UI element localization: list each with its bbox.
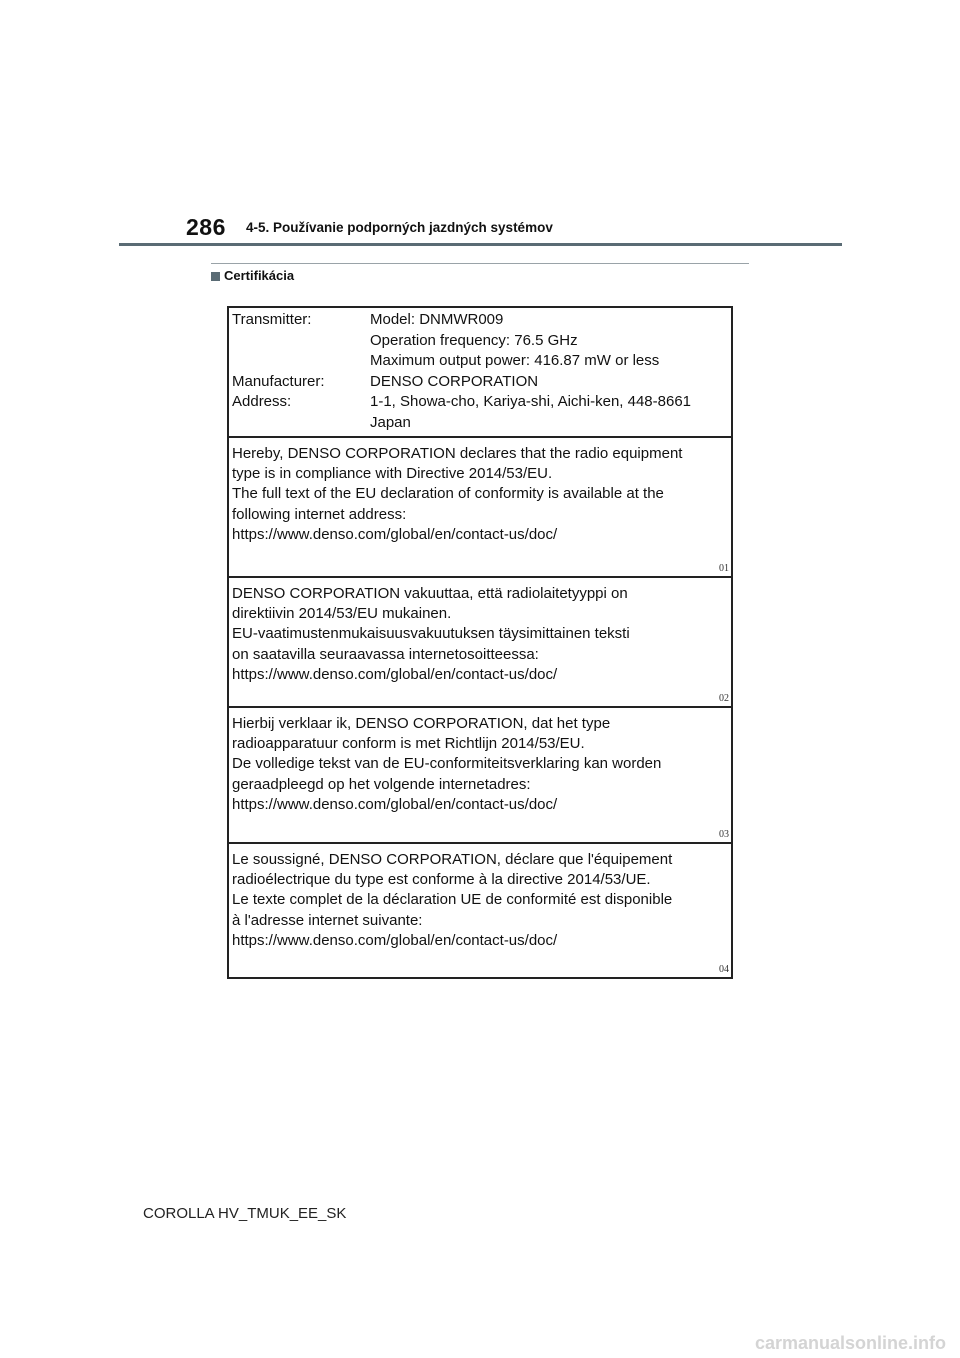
certificate-box: [227, 306, 733, 979]
declaration-french: [229, 842, 731, 977]
declaration-code: 03: [719, 829, 729, 840]
declaration-line: type is in compliance with Directive 2014/53/EU.: [232, 465, 553, 483]
transmitter-value: 1-1, Showa-cho, Kariya-shi, Aichi-ken, 448-8661: [370, 393, 692, 410]
transmitter-value: Operation frequency: 76.5 GHz: [370, 331, 578, 349]
declaration-line: à l'adresse internet suivante:: [232, 911, 423, 929]
declaration-line: Le soussigné, DENSO CORPORATION, déclare que l'équipement: [232, 851, 673, 868]
chapter-title: 4-5. Používanie podporných jazdných systémov: [246, 220, 553, 235]
watermark-link[interactable]: carmanualsonline.info: [754, 1333, 946, 1353]
transmitter-label: Transmitter:: [232, 311, 312, 328]
square-bullet-icon: [211, 272, 220, 281]
section-heading: [211, 268, 294, 283]
declaration-url: https://www.denso.com/global/en/contact-us/doc/: [232, 931, 558, 949]
header-rule: [119, 243, 842, 246]
transmitter-label: Manufacturer:: [232, 372, 325, 390]
transmitter-label: Address:: [232, 393, 292, 410]
declaration-line: radioélectrique du type est conforme à la directive 2014/53/UE.: [232, 871, 651, 889]
declaration-line: radioapparatuur conform is met Richtlijn 2014/53/EU.: [232, 735, 585, 753]
page-number: 286: [186, 214, 226, 240]
transmitter-value: DENSO CORPORATION: [370, 372, 539, 390]
declaration-line: De volledige tekst van de EU-conformiteitsverklaring kan worden: [232, 755, 662, 773]
footer-model-code: COROLLA HV_TMUK_EE_SK: [143, 1205, 347, 1222]
declaration-line: Hierbij verklaar ik, DENSO CORPORATION, dat het type: [232, 715, 611, 732]
transmitter-value: Maximum output power: 416.87 mW or less: [370, 352, 660, 369]
declaration-dutch: [229, 706, 731, 842]
declaration-code: 01: [719, 563, 729, 574]
declaration-url: https://www.denso.com/global/en/contact-us/doc/: [232, 665, 558, 683]
declaration-line: Le texte complet de la déclaration UE de conformité est disponible: [232, 891, 673, 909]
declaration-line: EU-vaatimustenmukaisuusvakuutuksen täysimittainen teksti: [232, 625, 630, 643]
declaration-line: DENSO CORPORATION vakuuttaa, että radiolaitetyyppi on: [232, 585, 628, 602]
transmitter-section: [229, 308, 731, 436]
transmitter-value: Japan: [370, 413, 411, 431]
declaration-finnish: [229, 576, 731, 706]
declaration-code: 02: [719, 693, 729, 704]
declaration-line: Hereby, DENSO CORPORATION declares that the radio equipment: [232, 445, 683, 462]
declaration-line: The full text of the EU declaration of conformity is available at the: [232, 485, 664, 503]
declaration-line: following internet address:: [232, 505, 407, 523]
transmitter-value: Model: DNMWR009: [370, 311, 504, 328]
section-heading-text: Certifikácia: [224, 268, 295, 283]
declaration-text: [232, 714, 726, 815]
declaration-url: https://www.denso.com/global/en/contact-us/doc/: [232, 525, 558, 543]
declaration-text: [232, 584, 726, 685]
declaration-line: direktiivin 2014/53/EU mukainen.: [232, 605, 452, 623]
declaration-code: 04: [719, 964, 729, 975]
declaration-text: [232, 850, 726, 951]
declaration-line: geraadpleegd op het volgende internetadres:: [232, 775, 531, 793]
section-rule: [211, 263, 749, 264]
declaration-line: on saatavilla seuraavassa internetosoitteessa:: [232, 645, 539, 663]
declaration-url: https://www.denso.com/global/en/contact-us/doc/: [232, 795, 558, 813]
declaration-text: [232, 444, 726, 545]
declaration-english: [229, 436, 731, 576]
